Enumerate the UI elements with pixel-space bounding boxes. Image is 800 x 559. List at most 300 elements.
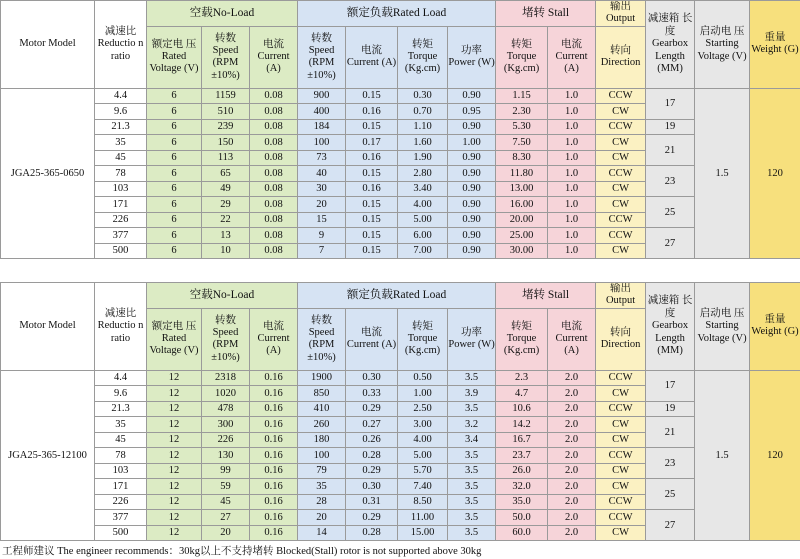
cell-noload-voltage: 12 [147, 386, 202, 402]
cell-rated-speed: 100 [298, 135, 346, 151]
cell-motor-model: JGA25-365-0650 [1, 88, 95, 259]
cell-noload-speed: 300 [202, 417, 250, 433]
cell-stall-torque: 7.50 [496, 135, 548, 151]
cell-gearbox-length: 21 [646, 417, 695, 448]
cell-noload-voltage: 6 [147, 104, 202, 120]
cell-noload-voltage: 12 [147, 479, 202, 495]
cell-stall-torque: 30.00 [496, 243, 548, 259]
cell-stall-current: 2.0 [548, 479, 596, 495]
cell-noload-current: 0.08 [250, 212, 298, 228]
cell-noload-voltage: 6 [147, 119, 202, 135]
cell-ratio: 226 [95, 212, 147, 228]
cell-stall-current: 1.0 [548, 104, 596, 120]
cell-gearbox-length: 17 [646, 370, 695, 401]
table-row [1, 479, 800, 495]
cell-stall-torque: 11.80 [496, 166, 548, 182]
cell-rated-torque: 11.00 [398, 510, 448, 526]
cell-noload-voltage: 12 [147, 432, 202, 448]
cell-rated-speed: 7 [298, 243, 346, 259]
cell-noload-voltage: 12 [147, 401, 202, 417]
cell-rated-power: 0.90 [448, 119, 496, 135]
cell-stall-torque: 1.15 [496, 88, 548, 104]
cell-direction: CW [596, 525, 646, 541]
cell-direction: CCW [596, 88, 646, 104]
header-gearbox-length: 减速箱 长度 Gearbox Length (MM) [646, 283, 695, 371]
cell-direction: CW [596, 243, 646, 259]
cell-rated-power: 3.5 [448, 370, 496, 386]
cell-direction: CW [596, 181, 646, 197]
cell-ratio: 171 [95, 197, 147, 213]
cell-rated-power: 3.9 [448, 386, 496, 402]
table-row [1, 166, 800, 182]
cell-rated-torque: 2.80 [398, 166, 448, 182]
header-rated-power: 功率 Power (W) [448, 308, 496, 370]
table-row [1, 135, 800, 151]
table-row [1, 197, 800, 213]
cell-rated-current: 0.31 [346, 494, 398, 510]
cell-direction: CW [596, 150, 646, 166]
cell-noload-voltage: 12 [147, 494, 202, 510]
cell-stall-torque: 16.00 [496, 197, 548, 213]
header-stall-current: 电流 Current (A) [548, 308, 596, 370]
cell-ratio: 171 [95, 479, 147, 495]
cell-gearbox-length: 19 [646, 401, 695, 417]
cell-stall-torque: 25.00 [496, 228, 548, 244]
cell-gearbox-length: 27 [646, 228, 695, 259]
table-row [1, 228, 800, 244]
cell-stall-torque: 8.30 [496, 150, 548, 166]
cell-rated-torque: 7.40 [398, 479, 448, 495]
header-stall-current: 电流 Current (A) [548, 26, 596, 88]
cell-direction: CCW [596, 401, 646, 417]
cell-rated-torque: 3.00 [398, 417, 448, 433]
header-reduction-ratio: 减速比 Reductio n ratio [95, 1, 147, 89]
table-row [1, 119, 800, 135]
cell-noload-speed: 1159 [202, 88, 250, 104]
cell-ratio: 9.6 [95, 386, 147, 402]
cell-rated-speed: 400 [298, 104, 346, 120]
cell-noload-current: 0.08 [250, 104, 298, 120]
header-rated-speed: 转数 Speed (RPM ±10%) [298, 308, 346, 370]
cell-direction: CCW [596, 494, 646, 510]
cell-weight: 120 [750, 370, 800, 541]
cell-rated-torque: 15.00 [398, 525, 448, 541]
cell-rated-current: 0.29 [346, 510, 398, 526]
cell-noload-current: 0.16 [250, 417, 298, 433]
cell-stall-torque: 35.0 [496, 494, 548, 510]
cell-noload-current: 0.16 [250, 479, 298, 495]
cell-rated-torque: 4.00 [398, 432, 448, 448]
cell-rated-current: 0.15 [346, 119, 398, 135]
cell-rated-speed: 40 [298, 166, 346, 182]
cell-noload-voltage: 12 [147, 525, 202, 541]
cell-ratio: 103 [95, 463, 147, 479]
cell-ratio: 21.3 [95, 401, 147, 417]
cell-noload-voltage: 12 [147, 370, 202, 386]
cell-rated-current: 0.15 [346, 197, 398, 213]
cell-rated-current: 0.30 [346, 479, 398, 495]
cell-stall-torque: 5.30 [496, 119, 548, 135]
cell-noload-speed: 49 [202, 181, 250, 197]
cell-stall-torque: 2.3 [496, 370, 548, 386]
cell-direction: CCW [596, 448, 646, 464]
cell-rated-torque: 1.60 [398, 135, 448, 151]
cell-gearbox-length: 21 [646, 135, 695, 166]
cell-rated-current: 0.15 [346, 88, 398, 104]
cell-rated-speed: 900 [298, 88, 346, 104]
cell-rated-speed: 79 [298, 463, 346, 479]
cell-rated-speed: 28 [298, 494, 346, 510]
header-starting-voltage: 启动电 压Starting Voltage (V) [695, 1, 750, 89]
cell-noload-current: 0.16 [250, 448, 298, 464]
cell-ratio: 500 [95, 525, 147, 541]
cell-noload-voltage: 6 [147, 166, 202, 182]
cell-rated-power: 0.90 [448, 88, 496, 104]
cell-rated-power: 1.00 [448, 135, 496, 151]
cell-stall-current: 2.0 [548, 370, 596, 386]
cell-noload-current: 0.08 [250, 228, 298, 244]
cell-noload-speed: 150 [202, 135, 250, 151]
header-noload-current: 电流 Current (A) [250, 26, 298, 88]
cell-rated-power: 0.95 [448, 104, 496, 120]
header-stall-group: 堵转 Stall [496, 283, 596, 309]
cell-direction: CCW [596, 212, 646, 228]
header-rated-current: 电流 Current (A) [346, 26, 398, 88]
cell-rated-torque: 5.00 [398, 212, 448, 228]
table-body [1, 1, 800, 259]
cell-rated-current: 0.29 [346, 401, 398, 417]
cell-rated-speed: 260 [298, 417, 346, 433]
cell-noload-current: 0.08 [250, 181, 298, 197]
cell-rated-speed: 9 [298, 228, 346, 244]
cell-direction: CCW [596, 370, 646, 386]
cell-rated-speed: 20 [298, 197, 346, 213]
cell-rated-speed: 14 [298, 525, 346, 541]
cell-stall-torque: 32.0 [496, 479, 548, 495]
cell-ratio: 500 [95, 243, 147, 259]
cell-ratio: 4.4 [95, 370, 147, 386]
cell-stall-current: 2.0 [548, 386, 596, 402]
cell-noload-current: 0.08 [250, 135, 298, 151]
cell-noload-voltage: 12 [147, 417, 202, 433]
cell-ratio: 45 [95, 150, 147, 166]
cell-ratio: 78 [95, 166, 147, 182]
cell-stall-current: 1.0 [548, 88, 596, 104]
cell-noload-current: 0.16 [250, 525, 298, 541]
cell-noload-speed: 239 [202, 119, 250, 135]
cell-rated-power: 0.90 [448, 243, 496, 259]
cell-direction: CW [596, 386, 646, 402]
header-noload-voltage: 额定电 压Rated Voltage (V) [147, 26, 202, 88]
cell-noload-voltage: 6 [147, 212, 202, 228]
cell-stall-torque: 60.0 [496, 525, 548, 541]
header-stall-torque: 转矩 Torque (Kg.cm) [496, 308, 548, 370]
cell-stall-torque: 26.0 [496, 463, 548, 479]
engineer-note: 工程师建议 The engineer recommends：30kg以上不支持堵转 Blocked(Stall) rotor is not supported above 30kg [2, 546, 482, 557]
cell-gearbox-length: 19 [646, 119, 695, 135]
cell-stall-current: 1.0 [548, 197, 596, 213]
cell-ratio: 78 [95, 448, 147, 464]
cell-rated-torque: 2.50 [398, 401, 448, 417]
header-motor-model: Motor Model [1, 283, 95, 371]
cell-rated-power: 3.5 [448, 479, 496, 495]
cell-stall-torque: 16.7 [496, 432, 548, 448]
cell-noload-voltage: 6 [147, 181, 202, 197]
header-rated-group: 额定负载Rated Load [298, 283, 496, 309]
cell-stall-current: 1.0 [548, 119, 596, 135]
cell-noload-speed: 99 [202, 463, 250, 479]
cell-noload-voltage: 12 [147, 510, 202, 526]
cell-rated-current: 0.28 [346, 448, 398, 464]
table-row [1, 510, 800, 526]
cell-rated-power: 3.5 [448, 510, 496, 526]
header-output: 输出 Output [596, 283, 646, 309]
cell-noload-speed: 130 [202, 448, 250, 464]
cell-rated-torque: 7.00 [398, 243, 448, 259]
cell-ratio: 9.6 [95, 104, 147, 120]
cell-stall-torque: 4.7 [496, 386, 548, 402]
header-noload-group: 空载No-Load [147, 283, 298, 309]
cell-gearbox-length: 25 [646, 479, 695, 510]
cell-noload-voltage: 12 [147, 448, 202, 464]
cell-noload-speed: 13 [202, 228, 250, 244]
header-stall-group: 堵转 Stall [496, 1, 596, 27]
spec-table-0650 [0, 0, 800, 259]
cell-stall-current: 2.0 [548, 463, 596, 479]
header-rated-speed: 转数 Speed (RPM ±10%) [298, 26, 346, 88]
cell-rated-power: 3.5 [448, 463, 496, 479]
cell-noload-speed: 65 [202, 166, 250, 182]
cell-rated-current: 0.28 [346, 525, 398, 541]
cell-stall-torque: 10.6 [496, 401, 548, 417]
cell-noload-current: 0.08 [250, 197, 298, 213]
cell-direction: CW [596, 104, 646, 120]
cell-ratio: 103 [95, 181, 147, 197]
cell-rated-power: 0.90 [448, 150, 496, 166]
cell-noload-speed: 478 [202, 401, 250, 417]
header-noload-speed: 转数 Speed (RPM ±10%) [202, 26, 250, 88]
cell-noload-voltage: 12 [147, 463, 202, 479]
header-gearbox-length: 减速箱 长度 Gearbox Length (MM) [646, 1, 695, 89]
cell-direction: CW [596, 432, 646, 448]
cell-rated-power: 0.90 [448, 197, 496, 213]
cell-rated-torque: 0.30 [398, 88, 448, 104]
cell-noload-current: 0.16 [250, 494, 298, 510]
cell-rated-power: 0.90 [448, 166, 496, 182]
cell-noload-speed: 510 [202, 104, 250, 120]
cell-stall-torque: 50.0 [496, 510, 548, 526]
cell-ratio: 377 [95, 510, 147, 526]
cell-rated-torque: 1.00 [398, 386, 448, 402]
cell-rated-current: 0.16 [346, 150, 398, 166]
cell-rated-speed: 184 [298, 119, 346, 135]
cell-ratio: 4.4 [95, 88, 147, 104]
cell-ratio: 377 [95, 228, 147, 244]
cell-direction: CCW [596, 510, 646, 526]
cell-direction: CW [596, 197, 646, 213]
cell-rated-current: 0.30 [346, 370, 398, 386]
cell-rated-speed: 850 [298, 386, 346, 402]
cell-stall-current: 2.0 [548, 417, 596, 433]
cell-direction: CW [596, 463, 646, 479]
cell-noload-speed: 22 [202, 212, 250, 228]
cell-rated-current: 0.29 [346, 463, 398, 479]
cell-direction: CCW [596, 228, 646, 244]
cell-rated-current: 0.26 [346, 432, 398, 448]
cell-gearbox-length: 27 [646, 510, 695, 541]
cell-noload-current: 0.16 [250, 463, 298, 479]
header-output: 输出 Output [596, 1, 646, 27]
cell-rated-current: 0.27 [346, 417, 398, 433]
cell-noload-current: 0.16 [250, 510, 298, 526]
cell-noload-current: 0.08 [250, 119, 298, 135]
cell-rated-speed: 35 [298, 479, 346, 495]
cell-motor-model: JGA25-365-12100 [1, 370, 95, 541]
header-stall-torque: 转矩 Torque (Kg.cm) [496, 26, 548, 88]
cell-noload-voltage: 6 [147, 150, 202, 166]
header-rated-group: 额定负载Rated Load [298, 1, 496, 27]
cell-rated-power: 0.90 [448, 212, 496, 228]
cell-rated-speed: 15 [298, 212, 346, 228]
cell-noload-current: 0.08 [250, 150, 298, 166]
cell-noload-speed: 1020 [202, 386, 250, 402]
cell-stall-current: 1.0 [548, 243, 596, 259]
cell-noload-voltage: 6 [147, 88, 202, 104]
cell-rated-torque: 8.50 [398, 494, 448, 510]
header-direction: 转向 Direction [596, 308, 646, 370]
cell-rated-torque: 6.00 [398, 228, 448, 244]
cell-rated-torque: 3.40 [398, 181, 448, 197]
cell-stall-torque: 14.2 [496, 417, 548, 433]
cell-noload-current: 0.08 [250, 88, 298, 104]
cell-stall-current: 1.0 [548, 135, 596, 151]
table-row [1, 370, 800, 386]
cell-noload-current: 0.16 [250, 370, 298, 386]
cell-noload-voltage: 6 [147, 228, 202, 244]
cell-rated-torque: 5.70 [398, 463, 448, 479]
cell-stall-current: 2.0 [548, 448, 596, 464]
cell-noload-speed: 226 [202, 432, 250, 448]
header-rated-torque: 转矩 Torque (Kg.cm) [398, 308, 448, 370]
table-row [1, 448, 800, 464]
cell-stall-current: 2.0 [548, 494, 596, 510]
cell-ratio: 226 [95, 494, 147, 510]
cell-noload-current: 0.08 [250, 243, 298, 259]
cell-rated-speed: 180 [298, 432, 346, 448]
header-noload-current: 电流 Current (A) [250, 308, 298, 370]
header-starting-voltage: 启动电 压Starting Voltage (V) [695, 283, 750, 371]
cell-noload-speed: 113 [202, 150, 250, 166]
cell-rated-torque: 1.90 [398, 150, 448, 166]
cell-noload-speed: 45 [202, 494, 250, 510]
cell-starting-voltage: 1.5 [695, 88, 750, 259]
cell-stall-current: 1.0 [548, 166, 596, 182]
spec-table-12100 [0, 282, 800, 541]
cell-noload-current: 0.16 [250, 401, 298, 417]
cell-noload-voltage: 6 [147, 197, 202, 213]
cell-noload-speed: 2318 [202, 370, 250, 386]
cell-rated-power: 3.2 [448, 417, 496, 433]
cell-rated-power: 0.90 [448, 228, 496, 244]
cell-starting-voltage: 1.5 [695, 370, 750, 541]
cell-direction: CW [596, 479, 646, 495]
cell-stall-current: 2.0 [548, 432, 596, 448]
cell-stall-torque: 2.30 [496, 104, 548, 120]
table-row [1, 401, 800, 417]
cell-rated-speed: 20 [298, 510, 346, 526]
cell-rated-current: 0.17 [346, 135, 398, 151]
cell-direction: CCW [596, 166, 646, 182]
cell-noload-current: 0.16 [250, 386, 298, 402]
header-motor-model: Motor Model [1, 1, 95, 89]
cell-noload-voltage: 6 [147, 135, 202, 151]
cell-rated-power: 0.90 [448, 181, 496, 197]
cell-direction: CW [596, 417, 646, 433]
cell-rated-torque: 0.50 [398, 370, 448, 386]
cell-noload-speed: 20 [202, 525, 250, 541]
table-row [1, 88, 800, 104]
cell-rated-power: 3.5 [448, 448, 496, 464]
cell-ratio: 35 [95, 135, 147, 151]
table-separator [0, 268, 800, 282]
cell-rated-current: 0.15 [346, 228, 398, 244]
cell-stall-current: 1.0 [548, 228, 596, 244]
cell-rated-speed: 100 [298, 448, 346, 464]
cell-ratio: 35 [95, 417, 147, 433]
cell-direction: CCW [596, 119, 646, 135]
cell-weight: 120 [750, 88, 800, 259]
cell-rated-speed: 30 [298, 181, 346, 197]
cell-noload-speed: 10 [202, 243, 250, 259]
cell-rated-torque: 0.70 [398, 104, 448, 120]
cell-stall-current: 1.0 [548, 150, 596, 166]
header-reduction-ratio: 减速比 Reductio n ratio [95, 283, 147, 371]
header-rated-torque: 转矩 Torque (Kg.cm) [398, 26, 448, 88]
cell-gearbox-length: 23 [646, 448, 695, 479]
cell-gearbox-length: 17 [646, 88, 695, 119]
cell-rated-current: 0.15 [346, 166, 398, 182]
header-noload-speed: 转数 Speed (RPM ±10%) [202, 308, 250, 370]
cell-stall-torque: 20.00 [496, 212, 548, 228]
cell-noload-speed: 59 [202, 479, 250, 495]
cell-stall-current: 1.0 [548, 212, 596, 228]
cell-rated-torque: 1.10 [398, 119, 448, 135]
cell-stall-current: 2.0 [548, 510, 596, 526]
cell-rated-current: 0.15 [346, 212, 398, 228]
header-rated-power: 功率 Power (W) [448, 26, 496, 88]
header-weight: 重量 Weight (G) [750, 283, 800, 371]
cell-gearbox-length: 25 [646, 197, 695, 228]
cell-rated-current: 0.15 [346, 243, 398, 259]
cell-rated-power: 3.4 [448, 432, 496, 448]
cell-rated-speed: 73 [298, 150, 346, 166]
cell-stall-current: 2.0 [548, 525, 596, 541]
cell-noload-speed: 29 [202, 197, 250, 213]
cell-stall-current: 2.0 [548, 401, 596, 417]
cell-noload-voltage: 6 [147, 243, 202, 259]
cell-stall-torque: 23.7 [496, 448, 548, 464]
header-direction: 转向 Direction [596, 26, 646, 88]
cell-rated-power: 3.5 [448, 401, 496, 417]
cell-rated-current: 0.33 [346, 386, 398, 402]
cell-rated-speed: 410 [298, 401, 346, 417]
cell-noload-current: 0.16 [250, 432, 298, 448]
cell-rated-torque: 4.00 [398, 197, 448, 213]
cell-gearbox-length: 23 [646, 166, 695, 197]
cell-stall-current: 1.0 [548, 181, 596, 197]
cell-ratio: 21.3 [95, 119, 147, 135]
cell-noload-current: 0.08 [250, 166, 298, 182]
